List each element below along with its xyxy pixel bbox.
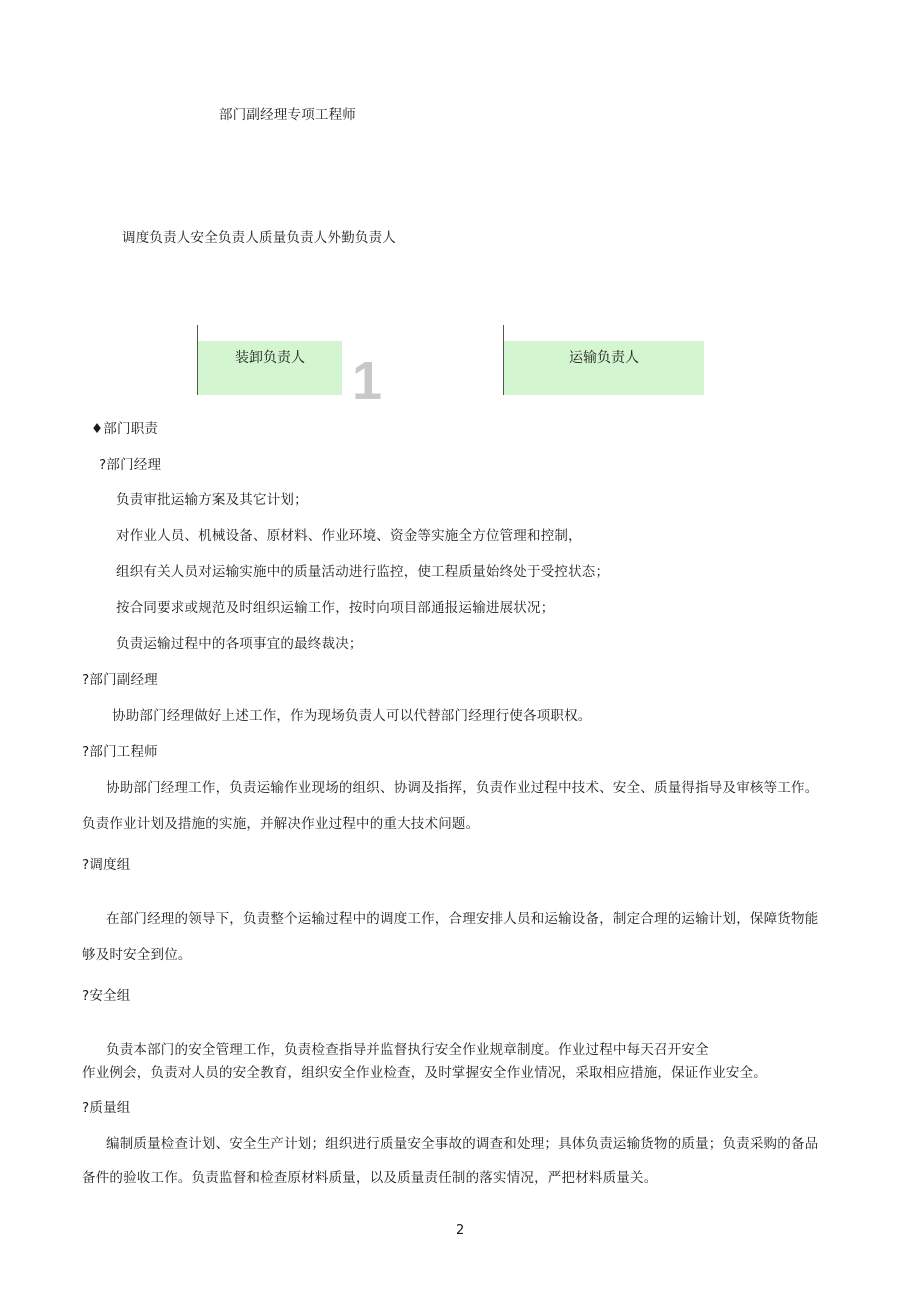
manager-duty-4: 按合同要求或规范及时组织运输工作，按时向项目部通报运输进展状况；: [116, 600, 555, 616]
org-box-loading-label: 装卸负责人: [235, 350, 305, 366]
dispatch-line-1: 在部门经理的领导下，负责整个运输过程中的调度工作，合理安排人员和运输设备，制定合理的运输计划，保障货物能: [106, 911, 819, 927]
dispatch-heading: ?调度组: [82, 857, 131, 873]
dispatch-line-2: 够及时安全到位。: [82, 947, 192, 963]
engineer-line-1: 协助部门经理工作，负责运输作业现场的组织、协调及指挥，负责作业过程中技术、安全、质量得指导及审核等工作。: [106, 780, 819, 796]
safety-line-1: 负责本部门的安全管理工作，负责检查指导并监督执行安全作业规章制度。作业过程中每天召开安全: [106, 1042, 709, 1058]
safety-line-2: 作业例会，负责对人员的安全教育，组织安全作业检查，及时掌握安全作业情况，采取相应措施，保证作业安全。: [82, 1065, 767, 1081]
manager-duty-3: 组织有关人员对运输实施中的质量活动进行监控，使工程质量始终处于受控状态；: [116, 564, 610, 580]
quality-heading: ?质量组: [82, 1100, 131, 1116]
quality-line-1: 编制质量检查计划、安全生产计划；组织进行质量安全事故的调查和处理；具体负责运输货物的质量；负责采购的备品: [106, 1136, 819, 1152]
deputy-text: 协助部门经理做好上述工作，作为现场负责人可以代替部门经理行使各项职权。: [112, 708, 592, 724]
quality-line-2: 备件的验收工作。负责监督和检查原材料质量，以及质量责任制的落实情况，严把材料质量关。: [82, 1170, 658, 1186]
manager-duty-2: 对作业人员、机械设备、原材料、作业环境、资金等实施全方位管理和控制，: [116, 528, 582, 544]
engineer-heading: ?部门工程师: [82, 744, 158, 760]
safety-heading: ?安全组: [82, 988, 131, 1004]
org-row-2: 调度负责人安全负责人质量负责人外勤负责人: [122, 230, 396, 246]
org-row-1: 部门副经理专项工程师: [219, 107, 356, 123]
section-title: ♦部门职责: [91, 421, 159, 437]
deputy-heading: ?部门副经理: [82, 672, 158, 688]
page-number: 2: [456, 1223, 465, 1238]
org-box-transport-label: 运输负责人: [569, 350, 639, 366]
manager-duty-5: 负责运输过程中的各项事宜的最终裁决；: [116, 636, 363, 652]
manager-duty-1: 负责审批运输方案及其它计划；: [116, 492, 308, 508]
overlay-digit: 1: [352, 351, 383, 411]
manager-heading: ?部门经理: [99, 457, 162, 473]
engineer-line-2: 负责作业计划及措施的实施，并解决作业过程中的重大技术问题。: [82, 816, 480, 832]
